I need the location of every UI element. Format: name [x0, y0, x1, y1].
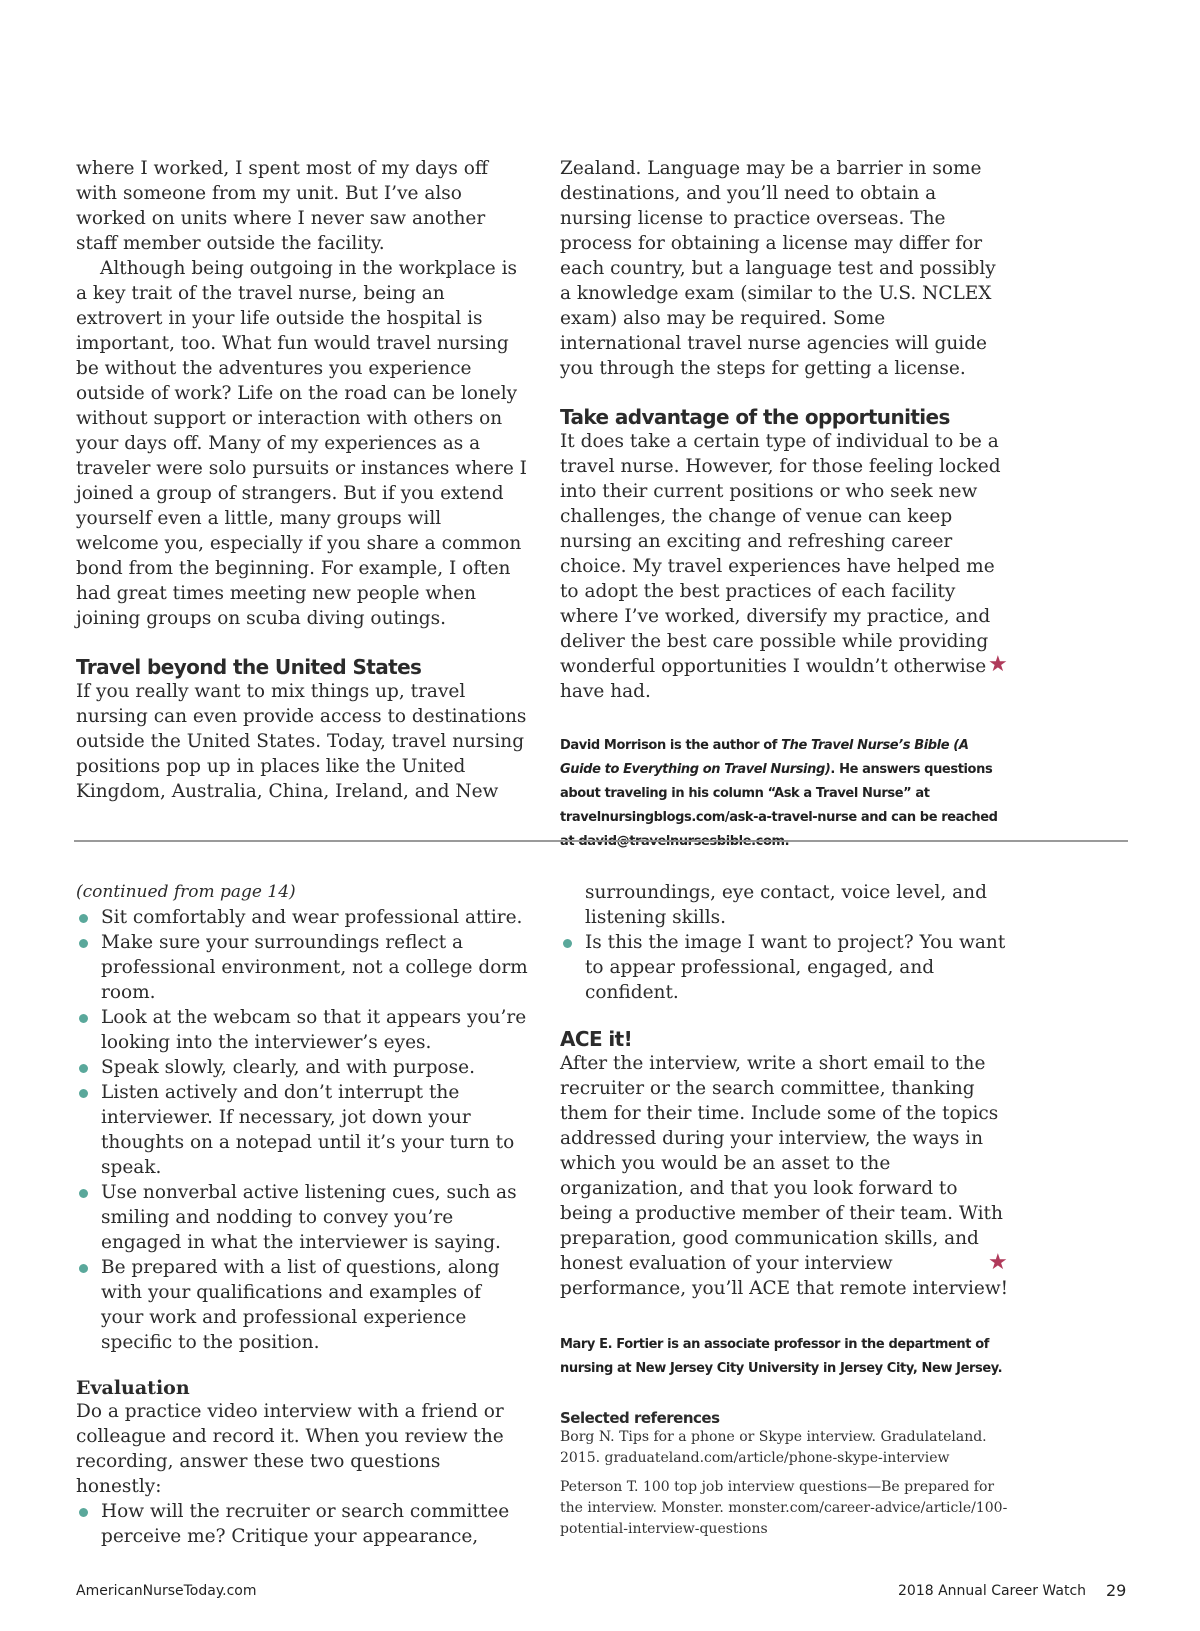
end-mark-star-icon: ★ [988, 1250, 1008, 1275]
list-item: Sit comfortably and wear professional attire. [76, 905, 528, 930]
bio-text: . He answers questions about traveling in his column “Ask a Travel Nurse” at travelnursingblogs.com/ask-a-travel-nurse and can be reached [560, 762, 998, 825]
end-mark-star-icon: ★ [988, 652, 1008, 677]
footer-site: AmericanNurseToday.com [76, 1583, 257, 1599]
bio-text: David Morrison is the author of [560, 738, 782, 753]
top-left-column [76, 156, 528, 804]
list-item: Look at the webcam so that it appears you’re looking into the interviewer’s eyes. [76, 1005, 528, 1055]
list-item: Speak slowly, clearly, and with purpose. [76, 1055, 528, 1080]
tips-list [76, 905, 528, 1355]
references-heading: Selected references [560, 1409, 720, 1427]
section-heading: ACE it! [560, 1027, 633, 1051]
author-bio [560, 734, 1012, 854]
list-item: Listen actively and don’t interrupt the interviewer. If necessary, jot down your thoughts on a notepad until it’s your turn to speak. [76, 1080, 528, 1180]
section-heading: Travel beyond the United States [76, 655, 422, 679]
reference-item: Peterson T. 100 top job interview questions—Be prepared for the interview. Monster. monster.com/career-advice/article/100-potential-interview-questions [560, 1479, 1008, 1537]
questions-list [560, 930, 1012, 1005]
list-item: Be prepared with a list of questions, along with your qualifications and examples of your work and professional experience specific to the position. [76, 1255, 528, 1355]
bottom-left-column [76, 880, 528, 1549]
list-item-continued: surroundings, eye contact, voice level, and listening skills. [585, 882, 987, 928]
paragraph: where I worked, I spent most of my days off with someone from my unit. But I’ve also worked on units where I never saw another staff member outside the facility. [76, 158, 489, 254]
page-number: 29 [1106, 1581, 1127, 1600]
paragraph: It does take a certain type of individual to be a travel nurse. However, for those feeling locked into their current positions or who seek new challenges, the change of venue can keep nursing an exciting and refreshing career choice. My travel experiences have helped me to adopt the best practices of each facility where I’ve worked, diversify my practice, and deliver the best care possible while providing wonderful opportunities I wouldn’t otherwise have had. [560, 431, 1001, 702]
paragraph: Zealand. Language may be a barrier in some destinations, and you’ll need to obtain a nursing license to practice overseas. The process for obtaining a license may differ for each country, but a language test and possibly a knowledge exam (similar to the U.S. NCLEX exam) also may be required. Some international travel nurse agencies will guide you through the steps for getting a license. [560, 158, 996, 379]
reference-item: Borg N. Tips for a phone or Skype interview. Gradulateland. 2015. graduateland.com/article/phone-skype-interview [560, 1429, 987, 1466]
author-bio: Mary E. Fortier is an associate professor in the department of nursing at New Jersey City University in Jersey City, New Jersey. [560, 1337, 1003, 1376]
list-item: Is this the image I want to project? You want to appear professional, engaged, and confident. [560, 930, 1012, 1005]
bottom-right-column [560, 880, 1012, 1540]
paragraph: Do a practice video interview with a friend or colleague and record it. When you review the recording, answer these two questions honestly: [76, 1401, 504, 1497]
paragraph: After the interview, write a short email to the recruiter or the search committee, thanking them for their time. Include some of the topics addressed during your interview, the ways in which you would be an asset to the organization, and that you look forward to being a productive member of their team. With preparation, good communication skills, and honest evaluation of your interview performance, you’ll ACE that remote interview! [560, 1053, 1009, 1299]
section-heading: Take advantage of the opportunities [560, 405, 950, 429]
list-item: Make sure your surroundings reflect a professional environment, not a college dorm room. [76, 930, 528, 1005]
paragraph: Although being outgoing in the workplace is a key trait of the travel nurse, being an extrovert in your life outside the hospital is important, too. What fun would travel nursing be without the adventures you experience outside of work? Life on the road can be lonely without support or interaction with others on your days off. Many of my experiences as a traveler were solo pursuits or instances where I joined a group of strangers. But if you extend yourself even a little, many groups will welcome you, especially if you share a common bond from the beginning. For example, I often had great times meeting new people when joining groups on scuba diving outings. [76, 258, 527, 629]
continued-note: (continued from page 14) [76, 882, 296, 902]
footer-issue: 2018 Annual Career Watch [898, 1583, 1087, 1599]
list-item: How will the recruiter or search committee perceive me? Critique your appearance, [76, 1499, 528, 1549]
questions-list [76, 1499, 528, 1549]
paragraph: If you really want to mix things up, travel nursing can even provide access to destinations outside the United States. Today, travel nursing positions pop up in places like the United Kingdom, Australia, China, Ireland, and New [76, 681, 527, 802]
list-item: Use nonverbal active listening cues, such as smiling and nodding to convey you’re engaged in what the interviewer is saying. [76, 1180, 528, 1255]
book-title: The Travel Nurse’s Bible (A Guide to Everything on Travel Nursing) [560, 738, 969, 777]
section-heading: Evaluation [76, 1377, 190, 1399]
top-right-column [560, 156, 1012, 854]
section-divider [74, 840, 1128, 842]
